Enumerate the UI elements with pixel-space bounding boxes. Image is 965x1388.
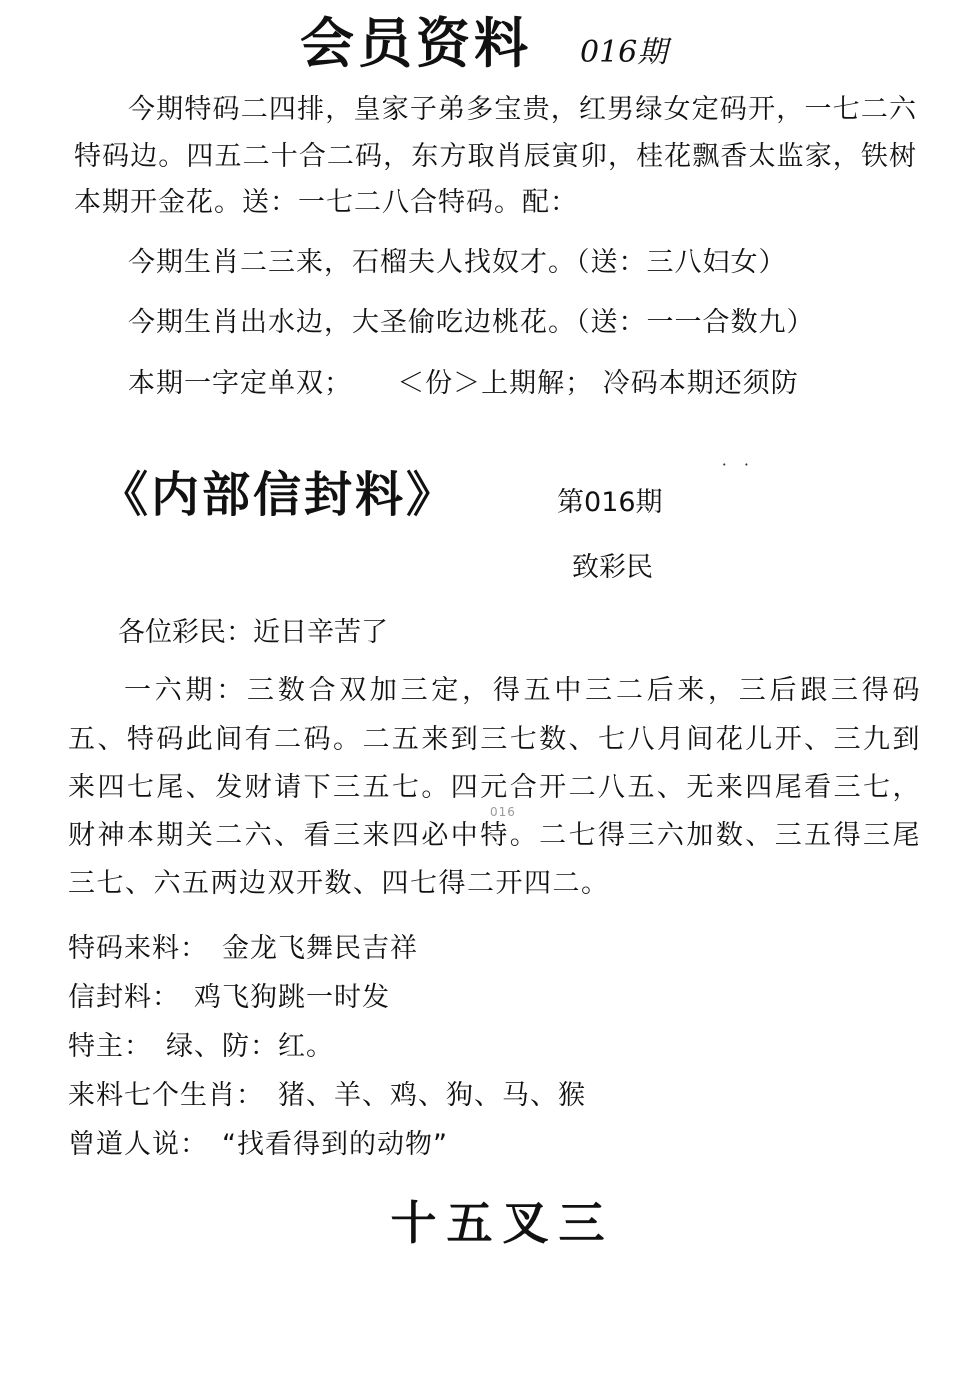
entry-value: 金龙飞舞民吉祥 bbox=[222, 932, 418, 964]
section1-line-3-part-a: 本期一字定单双； bbox=[128, 367, 352, 399]
section1-line-3 bbox=[74, 360, 917, 409]
entry-value: 绿、防：红。 bbox=[166, 1030, 334, 1062]
section2-header bbox=[0, 456, 965, 525]
watermark-text: 016 bbox=[490, 805, 516, 819]
section1-line-2: 今期生肖出水边，大圣偷吃边桃花。（送：一一合数九） bbox=[128, 307, 815, 339]
section1-paragraph: 今期特码二四排，皇家子弟多宝贵，红男绿女定码开，一七二六特码边。四五二十合二码，东方取肖辰寅卯，桂花飘香太监家，铁树本期开金花。送：一七二八合特码。配： bbox=[74, 94, 917, 219]
list-item bbox=[68, 1071, 965, 1120]
list-item bbox=[68, 924, 965, 973]
section1-line-3-part-c: 冷码本期还须防 bbox=[602, 367, 799, 399]
page-title: 会员资料 bbox=[300, 12, 532, 75]
decorative-dots: · · bbox=[721, 455, 755, 474]
entry-label: 信封料： bbox=[68, 981, 180, 1013]
entry-label: 特码来料： bbox=[68, 932, 208, 964]
section2-greeting: 各位彩民：近日辛苦了 bbox=[118, 617, 388, 649]
entry-value: 猪、羊、鸡、狗、马、猴 bbox=[278, 1080, 586, 1112]
section2-title: 《内部信封料》 bbox=[100, 467, 458, 524]
footer-title: 十五叉三 bbox=[390, 1196, 615, 1251]
list-item bbox=[68, 1022, 965, 1071]
list-item bbox=[68, 973, 965, 1022]
section1-issue-label: 016期 bbox=[580, 35, 668, 70]
section2-issue-label: 第016期 bbox=[557, 487, 663, 519]
section1-line-1: 今期生肖二三来，石榴夫人找奴才。（送：三八妇女） bbox=[128, 246, 787, 278]
entry-label: 曾道人说： bbox=[68, 1129, 208, 1161]
section2-paragraph: 一六期：三数合双加三定，得五中三二后来，三后跟三得码五、特码此间有二码。二五来到三七数、七八月间花儿开、三九到来四七尾、发财请下三五七。四元合开二八五、无来四尾看三七，财神本期关二六、看三来四必中特。二七得三六加数、三五得三尾三七、六五两边双开数、四七得二开四二。 bbox=[68, 675, 921, 899]
list-item bbox=[68, 1120, 965, 1169]
section1-line-3-part-b: ＜份＞上期解； bbox=[397, 367, 594, 399]
entry-value: “找看得到的动物” bbox=[222, 1129, 448, 1161]
section2-entry-list bbox=[0, 924, 965, 1170]
section2-subtitle: 致彩民 bbox=[572, 552, 653, 584]
section1-body bbox=[0, 87, 965, 408]
entry-label: 来料七个生肖： bbox=[68, 1080, 264, 1112]
entry-value: 鸡飞狗跳一时发 bbox=[194, 981, 390, 1013]
section1-header bbox=[300, 0, 965, 73]
section2-body bbox=[0, 667, 965, 907]
entry-label: 特主： bbox=[68, 1030, 152, 1062]
